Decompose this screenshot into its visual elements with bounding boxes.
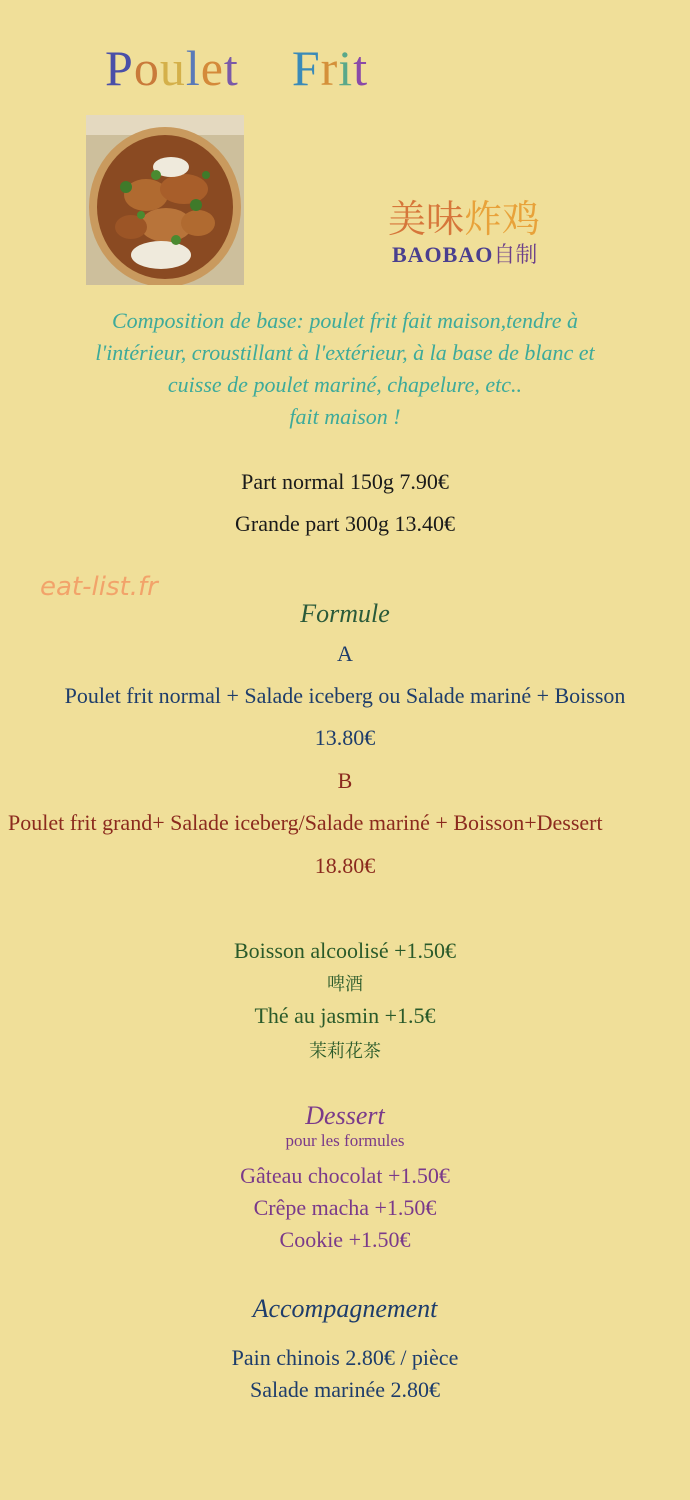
fried-chicken-bowl-icon — [86, 115, 244, 285]
title-word-frit — [292, 38, 368, 98]
chinese-title-part1: 美味 — [388, 197, 465, 241]
formule-a-label: A — [337, 641, 353, 666]
title-letter: u — [159, 40, 186, 96]
composition-line: fait maison ! — [289, 404, 401, 429]
brand-chinese: 自制 — [493, 243, 538, 268]
accompagnement-item: Salade marinée 2.80€ — [250, 1377, 440, 1402]
page-title — [105, 38, 368, 98]
title-word-poulet — [105, 38, 239, 98]
extra-alcohol-chinese: 啤酒 — [327, 974, 363, 995]
formule-a-price: 13.80€ — [314, 725, 376, 750]
brand-label — [392, 240, 537, 271]
title-letter: l — [185, 40, 201, 96]
formule-b-description: Poulet frit grand+ Salade iceberg/Salade mariné + Boisson+Dessert — [8, 810, 603, 835]
extra-jasmine-tea: Thé au jasmin +1.5€ — [254, 1003, 436, 1028]
formule-b-label: B — [337, 768, 353, 793]
portion-normal: Part normal 150g 7.90€ — [241, 469, 449, 494]
dessert-subheading: pour les formules — [285, 1131, 405, 1150]
formule-heading: Formule — [300, 599, 390, 628]
formule-b-price: 18.80€ — [314, 853, 376, 878]
fried-chicken-bowl-photo — [86, 115, 244, 285]
brand-latin: BAOBAO — [392, 242, 494, 267]
extra-alcohol: Boisson alcoolisé +1.50€ — [233, 938, 456, 963]
dessert-item: Crêpe macha +1.50€ — [253, 1195, 437, 1220]
dessert-heading: Dessert — [305, 1101, 385, 1130]
composition-line: cuisse de poulet mariné, chapelure, etc.. — [167, 372, 523, 397]
accompagnement-heading: Accompagnement — [252, 1294, 438, 1323]
extra-jasmine-tea-chinese: 茉莉花茶 — [309, 1041, 381, 1062]
dessert-item: Gâteau chocolat +1.50€ — [240, 1163, 450, 1188]
title-letter: t — [223, 40, 239, 96]
title-letter: F — [291, 40, 321, 96]
composition-description — [0, 305, 690, 433]
accompagnement-item: Pain chinois 2.80€ / pièce — [231, 1345, 459, 1370]
title-letter: i — [338, 40, 354, 96]
composition-line: l'intérieur, croustillant à l'extérieur, à la base de blanc et — [95, 340, 595, 365]
title-letter: e — [200, 40, 224, 96]
dessert-item: Cookie +1.50€ — [279, 1227, 411, 1252]
composition-line: Composition de base: poulet frit fait maison,tendre à — [111, 308, 579, 333]
portion-grande: Grande part 300g 13.40€ — [235, 511, 455, 536]
chinese-title-part2: 炸鸡 — [464, 197, 541, 241]
watermark: eat-list.fr — [40, 572, 158, 602]
title-letter: o — [133, 40, 160, 96]
title-letter: t — [353, 40, 369, 96]
title-letter: r — [320, 40, 339, 96]
formule-a-description: Poulet frit normal + Salade iceberg ou Salade mariné + Boisson — [64, 683, 626, 708]
chinese-title — [388, 197, 540, 241]
title-letter: P — [105, 40, 134, 96]
